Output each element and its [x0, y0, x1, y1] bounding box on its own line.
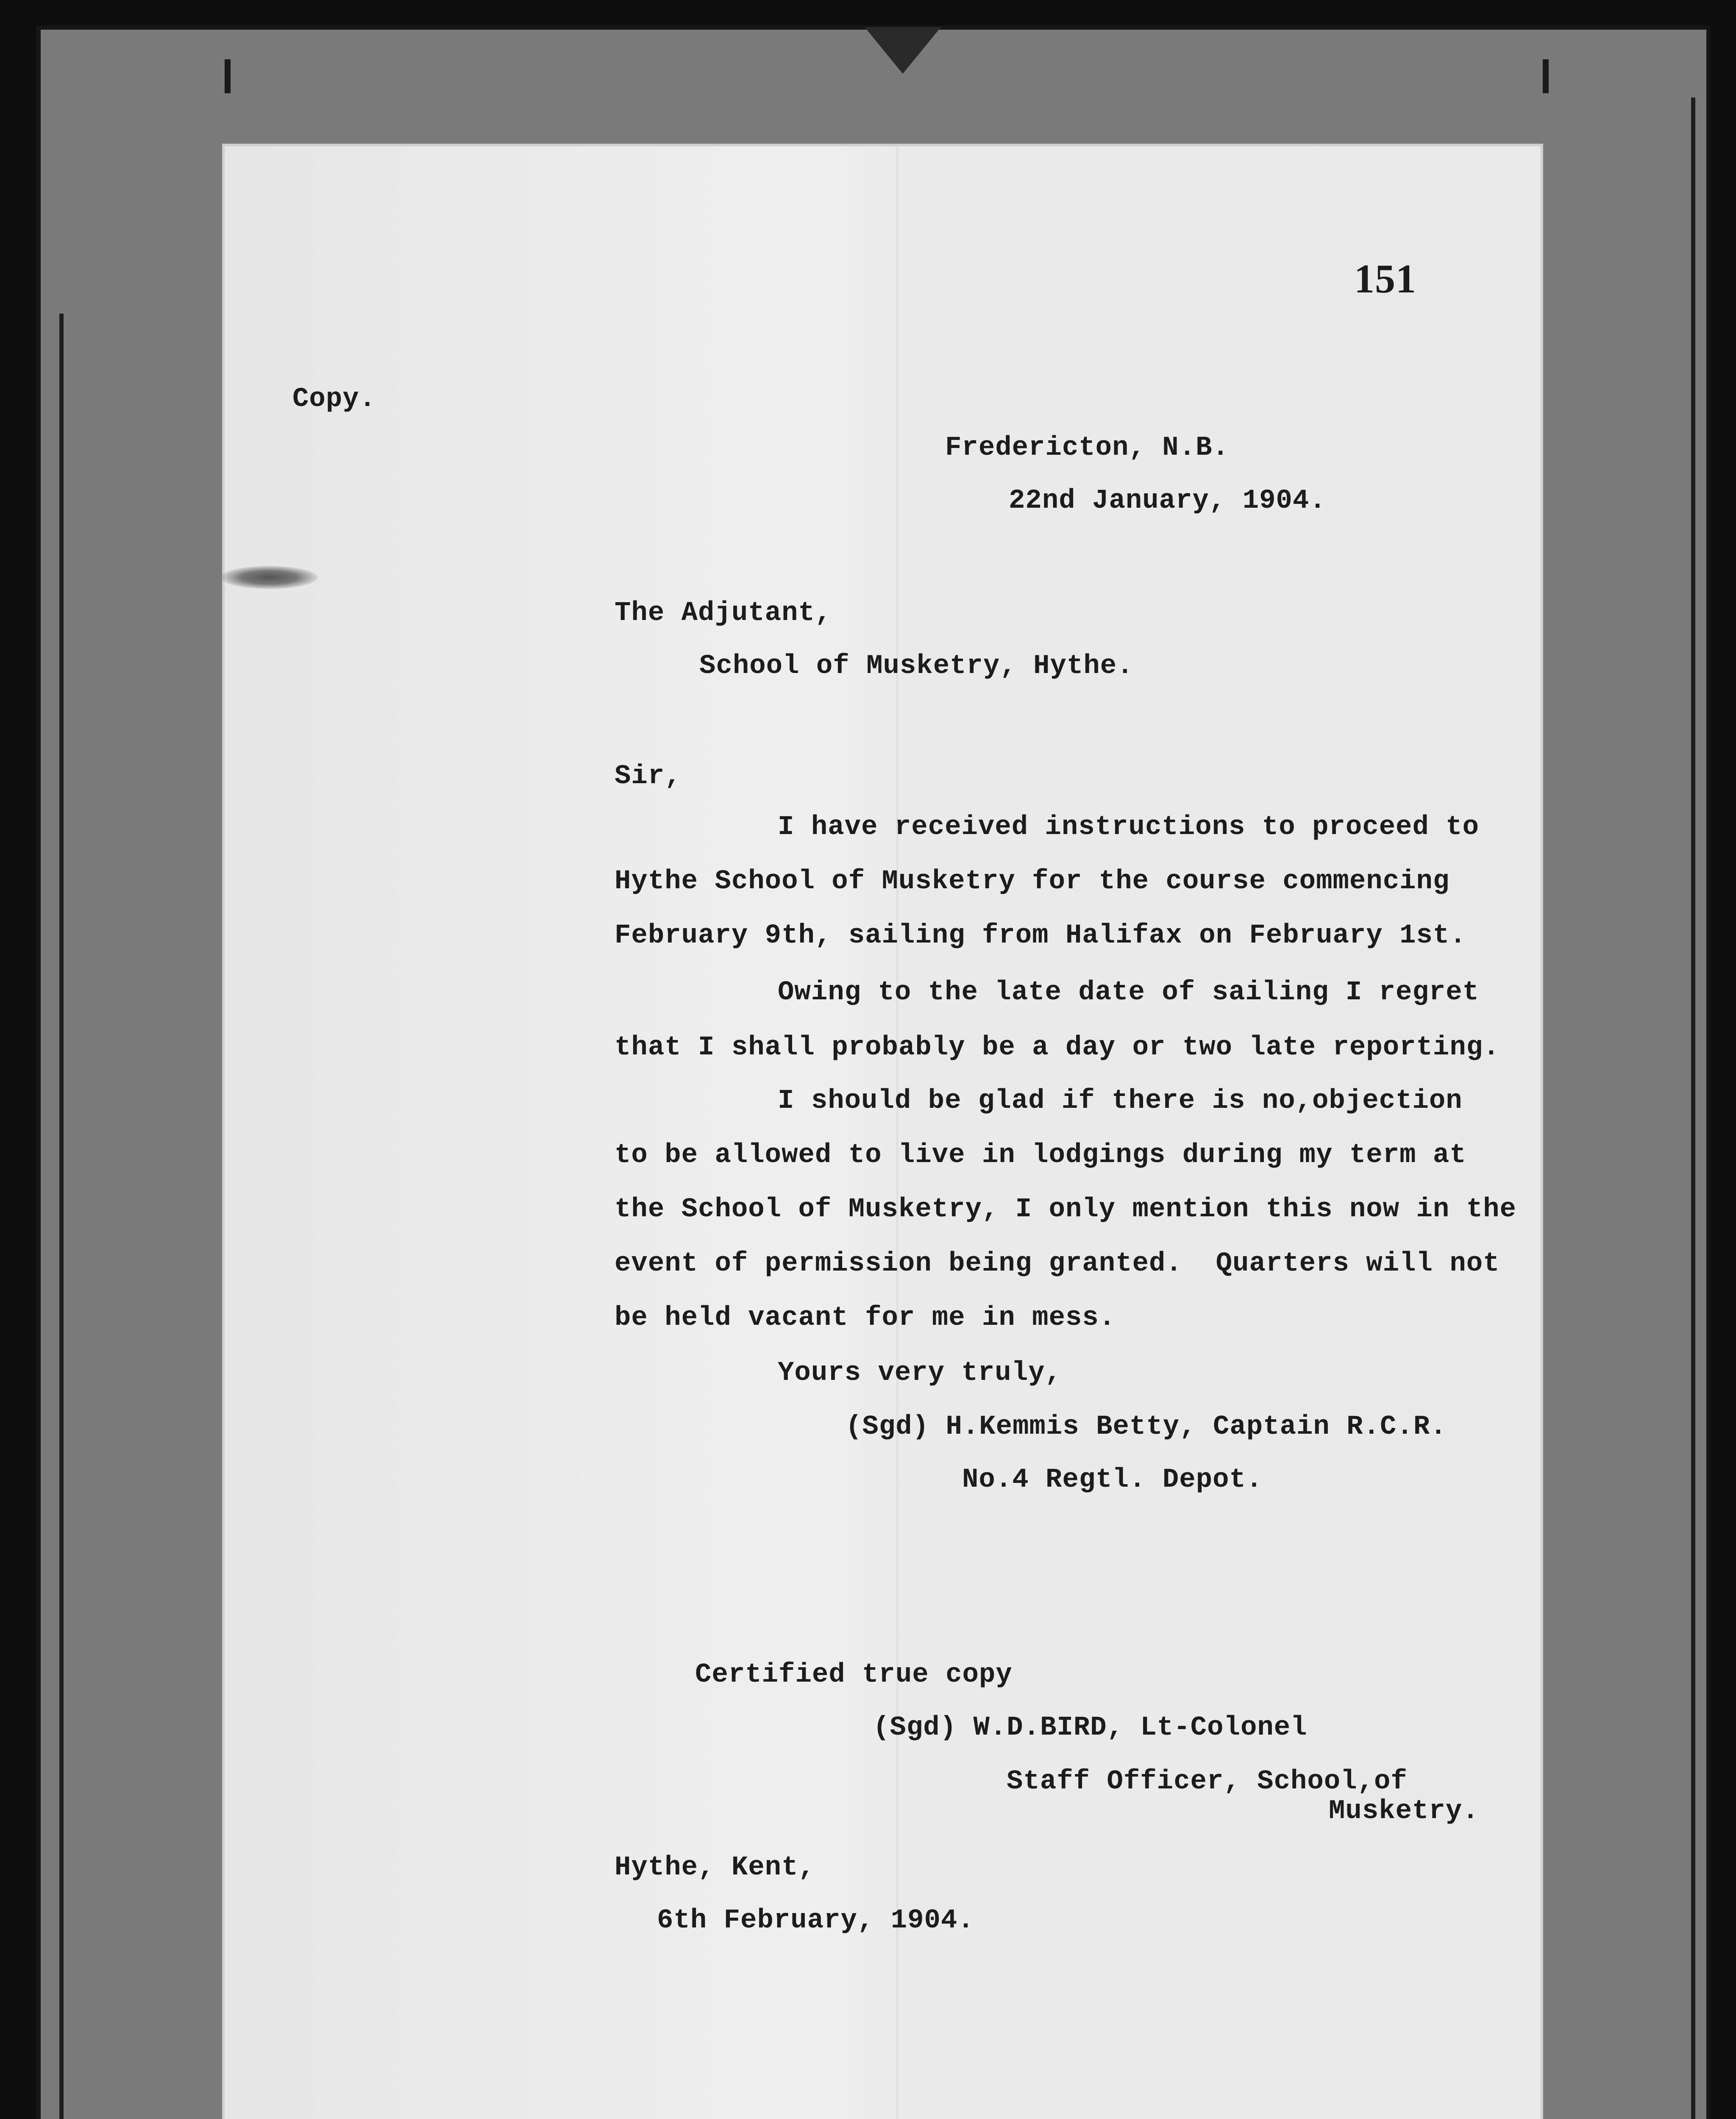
footer-dateline-place: Hythe, Kent,	[615, 1852, 815, 1883]
body-line: be held vacant for me in mess.	[615, 1303, 1116, 1333]
ink-smudge	[220, 566, 318, 589]
body-line: I should be glad if there is no,objection	[778, 1086, 1463, 1116]
signature-bird: (Sgd) W.D.BIRD, Lt-Colonel	[873, 1713, 1308, 1743]
frame-edge-right	[1691, 97, 1695, 2119]
body-line: that I shall probably be a day or two late reporting.	[615, 1032, 1500, 1063]
body-line: I have received instructions to proceed to	[778, 812, 1480, 843]
body-line: the School of Musketry, I only mention this now in the	[615, 1194, 1516, 1225]
salutation: Sir,	[615, 761, 682, 792]
body-line: Owing to the late date of sailing I regret	[778, 977, 1480, 1008]
addressee-line-2: School of Musketry, Hythe.	[699, 651, 1134, 681]
page-number: 151	[1354, 256, 1416, 301]
certifier-title-line-1: Staff Officer, School,of	[1007, 1766, 1408, 1797]
frame-tick-left	[225, 59, 231, 93]
valediction: Yours very truly,	[778, 1358, 1062, 1388]
body-line: February 9th, sailing from Halifax on February 1st.	[615, 920, 1466, 951]
footer-dateline-date: 6th February, 1904.	[657, 1905, 974, 1936]
signature-betty: (Sgd) H.Kemmis Betty, Captain R.C.R.	[846, 1412, 1447, 1442]
body-line: Hythe School of Musketry for the course commencing	[615, 866, 1450, 897]
dateline-date: 22nd January, 1904.	[1009, 486, 1326, 516]
addressee-line-1: The Adjutant,	[615, 598, 832, 628]
frame-tick-right	[1543, 59, 1549, 93]
dateline-place: Fredericton, N.B.	[945, 433, 1229, 463]
frame-edge-left	[59, 314, 64, 2119]
certifier-title-line-2: Musketry.	[1329, 1796, 1479, 1827]
copy-label: Copy.	[292, 384, 376, 414]
body-line: to be allowed to live in lodgings during my term at	[615, 1140, 1466, 1171]
unit-line: No.4 Regtl. Depot.	[962, 1465, 1263, 1495]
frame-notch	[865, 27, 941, 74]
body-line: event of permission being granted. Quarters will not	[615, 1249, 1500, 1279]
certification-heading: Certified true copy	[695, 1660, 1013, 1690]
